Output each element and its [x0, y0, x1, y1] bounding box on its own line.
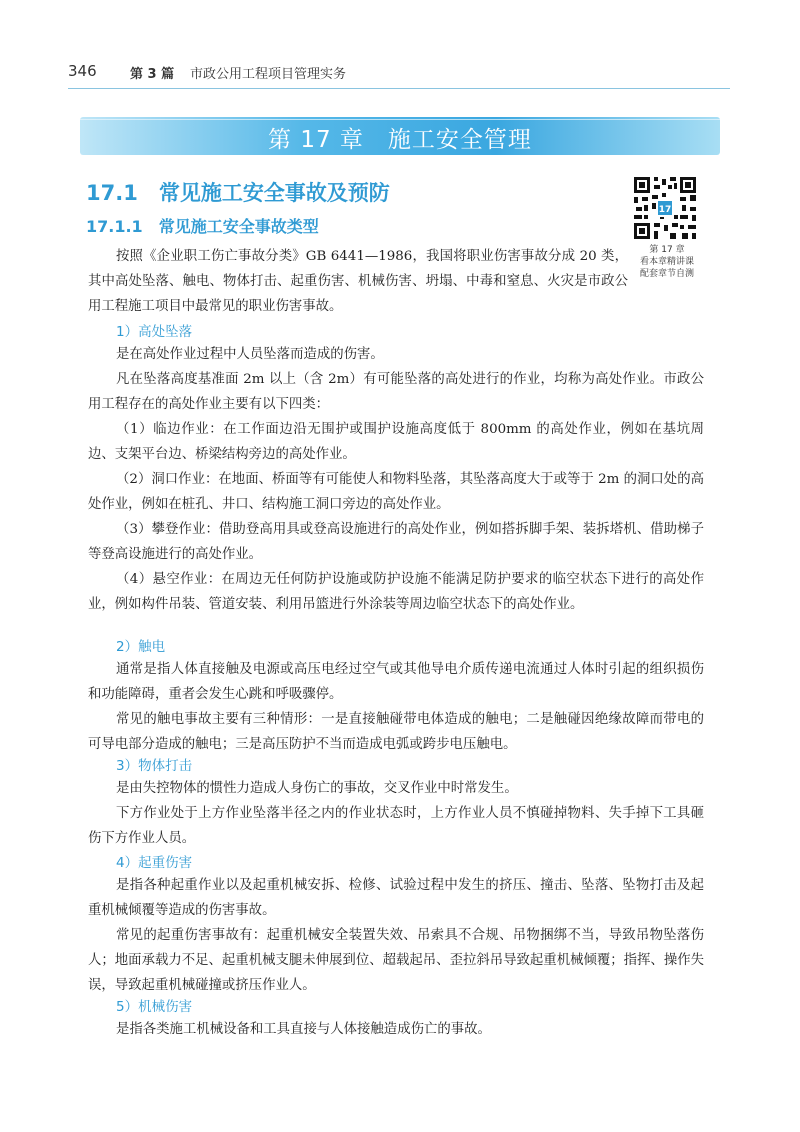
part-label: 第 3 篇	[130, 67, 175, 82]
paragraph: 常见的起重伤害事故有：起重机械安全装置失效、吊索具不合规、吊物捆绑不当，导致吊物坠落伤人；地面承载力不足、起重机械支腿未伸展到位、超载起吊、歪拉斜吊导致起重机械倾覆；指挥、操作失误，导致起重机械碰撞或挤压作业人。	[88, 928, 704, 993]
book-title: 市政公用工程项目管理实务	[190, 67, 347, 82]
qr-caption	[622, 244, 712, 280]
paragraph: 凡在坠落高度基准面 2m 以上（含 2m）有可能坠落的高处进行的作业，均称为高处作业。市政公用工程存在的高处作业主要有以下四类：	[88, 372, 704, 412]
item-heading-object-strike: 3）物体打击	[116, 758, 193, 774]
paragraph: 通常是指人体直接触及电源或高压电经过空气或其他导电介质传递电流通过人体时引起的组织损伤和功能障碍，重者会发生心跳和呼吸骤停。	[88, 662, 704, 702]
header-rule	[68, 88, 730, 89]
list-item: （1）临边作业：在工作面边沿无围护或围护设施高度低于 800mm 的高处作业，例如在基坑周边、支架平台边、桥梁结构旁边的高处作业。	[88, 422, 704, 462]
paragraph: 是指各种起重作业以及起重机械安拆、检修、试验过程中发生的挤压、撞击、坠落、坠物打击及起重机械倾覆等造成的伤害事故。	[88, 878, 704, 918]
chapter-banner	[80, 117, 720, 155]
paragraph: 常见的触电事故主要有三种情形：一是直接触碰带电体造成的触电；二是触碰因绝缘故障而带电的可导电部分造成的触电；三是高压防护不当而造成电弧或跨步电压触电。	[88, 712, 704, 752]
paragraph: 下方作业处于上方作业坠落半径之内的作业状态时，上方作业人员不慎碰掉物料、失手掉下工具砸伤下方作业人员。	[88, 806, 704, 846]
list-item: （2）洞口作业：在地面、桥面等有可能使人和物料坠落，其坠落高度大于或等于 2m 的洞口处的高处作业，例如在桩孔、井口、结构施工洞口旁边的高处作业。	[88, 472, 704, 512]
item-heading-lifting: 4）起重伤害	[116, 855, 193, 871]
qr-caption-line1: 第 17 章	[649, 245, 685, 255]
item-heading-machinery: 5）机械伤害	[116, 999, 193, 1015]
intro-paragraph: 按照《企业职工伤亡事故分类》GB 6441—1986，我国将职业伤害事故分成 20 类，其中高处坠落、触电、物体打击、起重伤害、机械伤害、坍塌、中毒和窒息、火灾是市政公用工程施工项目中最常见的职业伤害事故。	[88, 249, 628, 314]
page-number: 346	[68, 62, 97, 80]
qr-code[interactable]	[632, 175, 698, 241]
section-heading: 17.1 常见施工安全事故及预防	[86, 181, 390, 205]
qr-caption-line3: 配套章节自测	[639, 269, 694, 279]
paragraph: 是指各类施工机械设备和工具直接与人体接触造成伤亡的事故。	[116, 1022, 491, 1037]
paragraph: 是由失控物体的惯性力造成人身伤亡的事故，交叉作业中时常发生。	[116, 781, 518, 796]
list-item: （4）悬空作业：在周边无任何防护设施或防护设施不能满足防护要求的临空状态下进行的高处作业，例如构件吊装、管道安装、利用吊篮进行外涂装等周边临空状态下的高处作业。	[88, 572, 704, 612]
banner-highlight	[80, 119, 720, 120]
qr-caption-line2: 看本章精讲课	[639, 257, 694, 267]
qr-center-label: 17	[658, 205, 672, 215]
item-heading-fall: 1）高处坠落	[116, 324, 193, 340]
running-header	[68, 62, 718, 84]
item-heading-electric: 2）触电	[116, 639, 166, 655]
paragraph: 是在高处作业过程中人员坠落而造成的伤害。	[116, 347, 384, 362]
subsection-heading: 17.1.1 常见施工安全事故类型	[86, 217, 319, 236]
chapter-title: 第 17 章 施工安全管理	[268, 127, 532, 153]
list-item: （3）攀登作业：借助登高用具或登高设施进行的高处作业，例如搭拆脚手架、装拆塔机、借助梯子等登高设施进行的高处作业。	[88, 522, 704, 562]
